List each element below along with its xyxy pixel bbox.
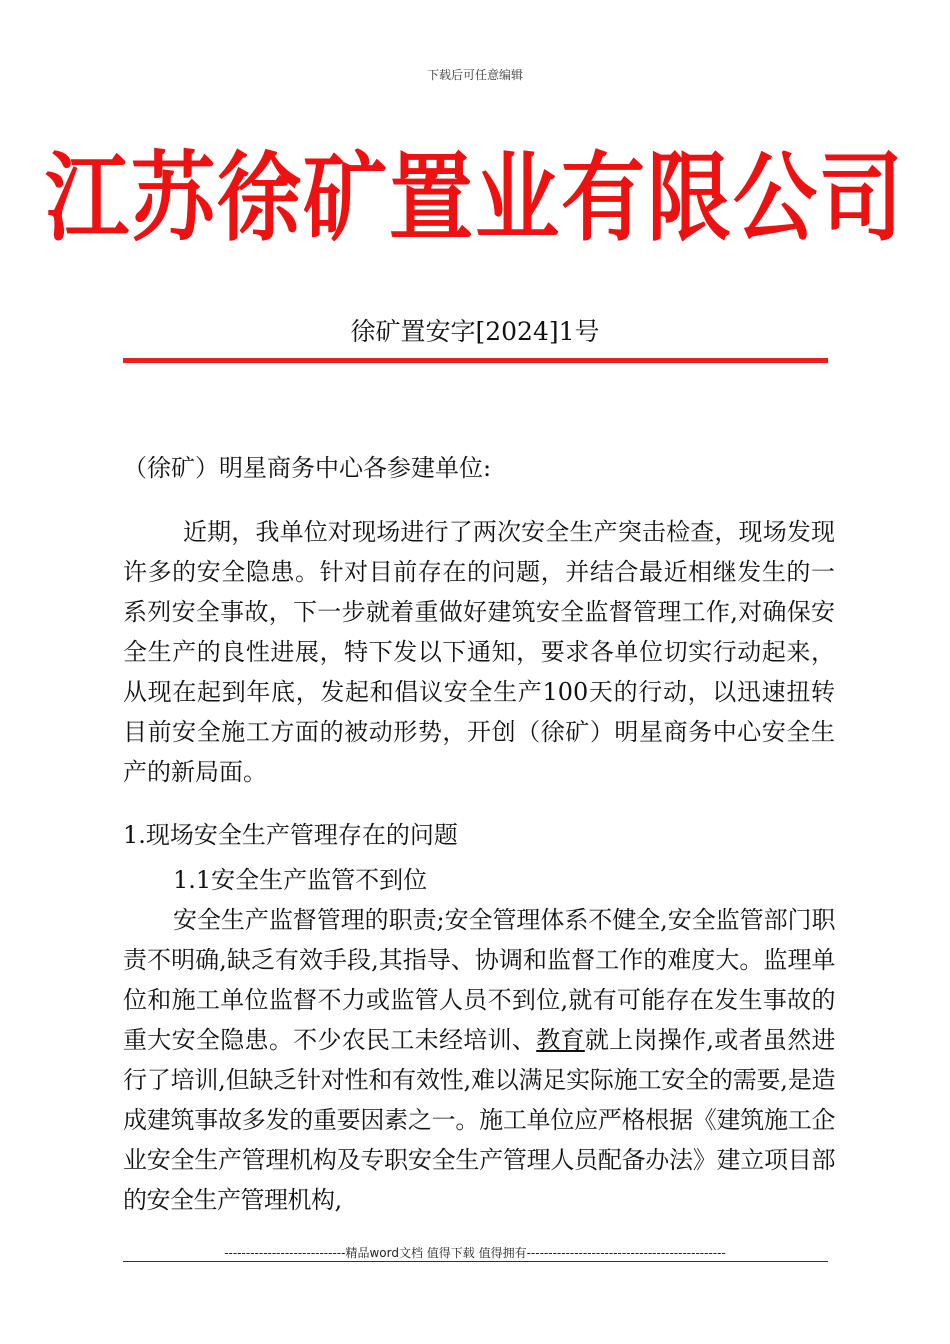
header-note: 下载后可任意编辑 [426,68,523,82]
red-divider [123,358,828,363]
paragraph-intro: 近期，我单位对现场进行了两次安全生产突击检查，现场发现许多的安全隐患。针对目前存在的问题，并结合最近相继发生的一系列安全事故，下一步就着重做好建筑安全监督管理工作,对确保安全生产的良性进展，特下发以下通知，要求各单位切实行动起来，从现在起到年底，发起和倡议安全生产100天的行动，以迅速扭转目前安全施工方面的被动形势，开创（徐矿）明星商务中心安全生产的新局面。 [123,518,835,786]
section-heading-1-1: 1.1安全生产监管不到位 [173,866,428,894]
paragraph-supervision-text-a: 安全生产监督管理的职责;安全管理体系不健全,安全监管部门职责不明确,缺乏有效手段,其指导、协调和监督工作的难度大。监理单位和施工单位监督不力或监管人员不到位,就有可能存在发生事故的重大安全隐患。不少农民工未经培训、 [123,906,835,1054]
footer-divider [123,1261,828,1262]
paragraph-supervision [123,900,835,1220]
footer-note: ----------------------------精品word文档 值得下载 值得拥有---------------------------------------------- [224,1246,726,1260]
company-title: 江苏徐矿置业有限公司 [44,141,905,255]
education-link[interactable]: 教育 [536,1026,585,1054]
addressee: （徐矿）明星商务中心各参建单位: [123,454,492,482]
section-heading-1: 1.现场安全生产管理存在的问题 [123,821,458,849]
paragraph-supervision-text-b: 就上岗操作,或者虽然进行了培训,但缺乏针对性和有效性,难以满足实际施工安全的需要,是造成建筑事故多发的重要因素之一。施工单位应严格根据《建筑施工企业安全生产管理机构及专职安全生产管理人员配备办法》建立项目部的安全生产管理机构, [123,1026,836,1214]
document-number: 徐矿置安字[2024]1号 [350,317,600,346]
